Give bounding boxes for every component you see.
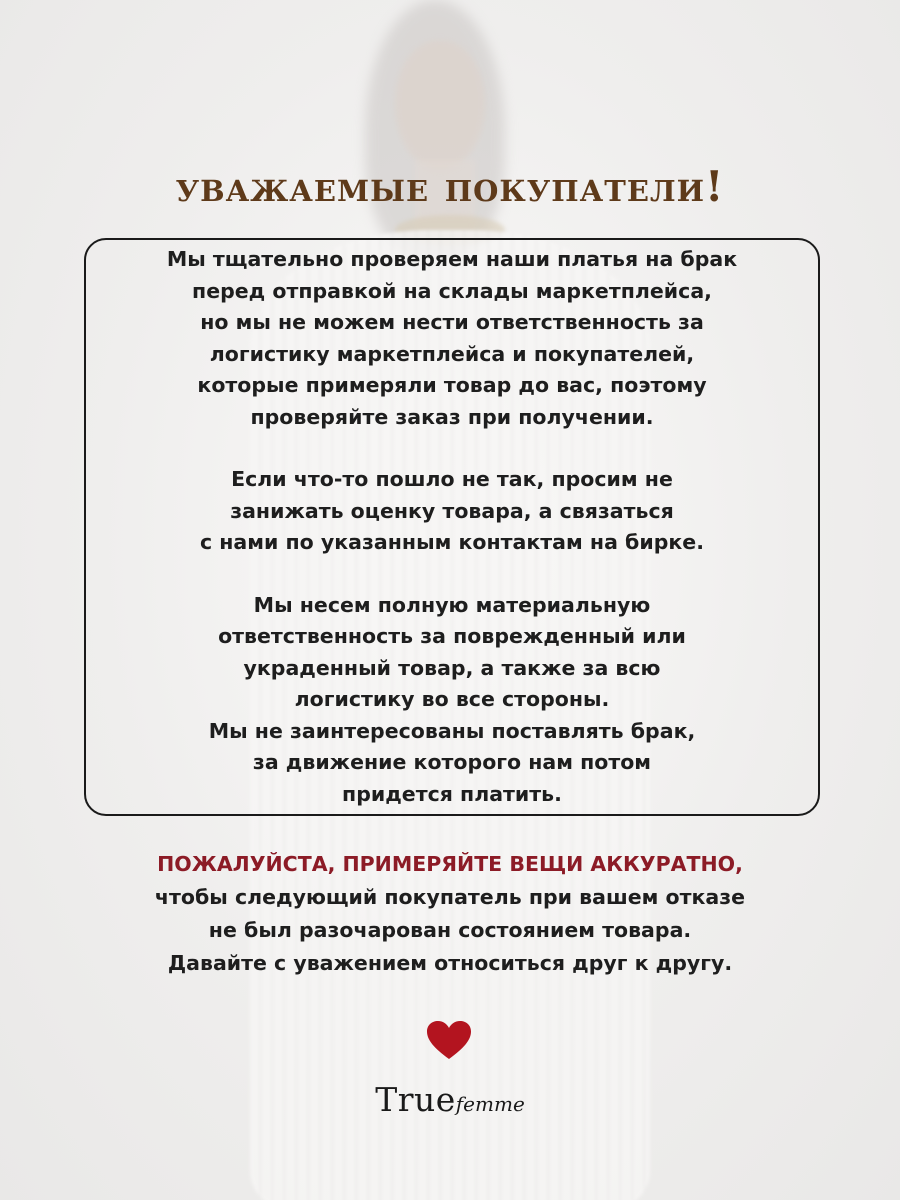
care-request-line: чтобы следующий покупатель при вашем отказе <box>154 885 746 909</box>
notice-line: Мы не заинтересованы поставлять брак, <box>208 718 696 743</box>
brand-logo-main: True <box>375 1080 456 1119</box>
notice-line: перед отправкой на склады маркетплейса, <box>192 278 712 303</box>
notice-line: за движение которого нам потом <box>252 750 652 774</box>
notice-paragraph-2 <box>116 464 788 559</box>
care-request-headline: ПОЖАЛУЙСТА, ПРИМЕРЯЙТЕ ВЕЩИ АККУРАТНО, <box>157 852 743 876</box>
notice-line: ответственность за поврежденный или <box>218 624 686 648</box>
care-request-line: Давайте с уважением относиться друг к другу. <box>167 951 733 975</box>
notice-paragraph-3 <box>116 590 788 811</box>
notice-line: придется платить. <box>342 781 562 806</box>
care-request-line: не был разочарован состоянием товара. <box>208 918 692 942</box>
brand-logo-script: femme <box>455 1092 525 1116</box>
notice-line: Мы несем полную материальную <box>253 592 651 617</box>
care-request <box>0 848 900 980</box>
notice-line: занижать оценку товара, а связаться <box>230 498 674 523</box>
notice-box <box>84 238 820 816</box>
notice-line: проверяйте заказ при получении. <box>250 404 654 429</box>
notice-line: Мы тщательно проверяем наши платья на брак <box>166 247 738 271</box>
heart-icon <box>426 1020 472 1060</box>
notice-line: логистику во все стороны. <box>294 687 610 711</box>
notice-line: которые примеряли товар до вас, поэтому <box>197 373 707 397</box>
notice-line: логистику маркетплейса и покупателей, <box>209 341 695 366</box>
brand-logo <box>0 1080 900 1119</box>
page-title: уважаемые покупатели! <box>175 162 725 211</box>
notice-line: но мы не можем нести ответственность за <box>200 310 704 334</box>
notice-line: украденный товар, а также за всю <box>243 655 661 680</box>
notice-line: с нами по указанным контактам на бирке. <box>199 530 705 554</box>
notice-paragraph-1 <box>116 244 788 433</box>
notice-line: Если что-то пошло не так, просим не <box>231 467 673 491</box>
